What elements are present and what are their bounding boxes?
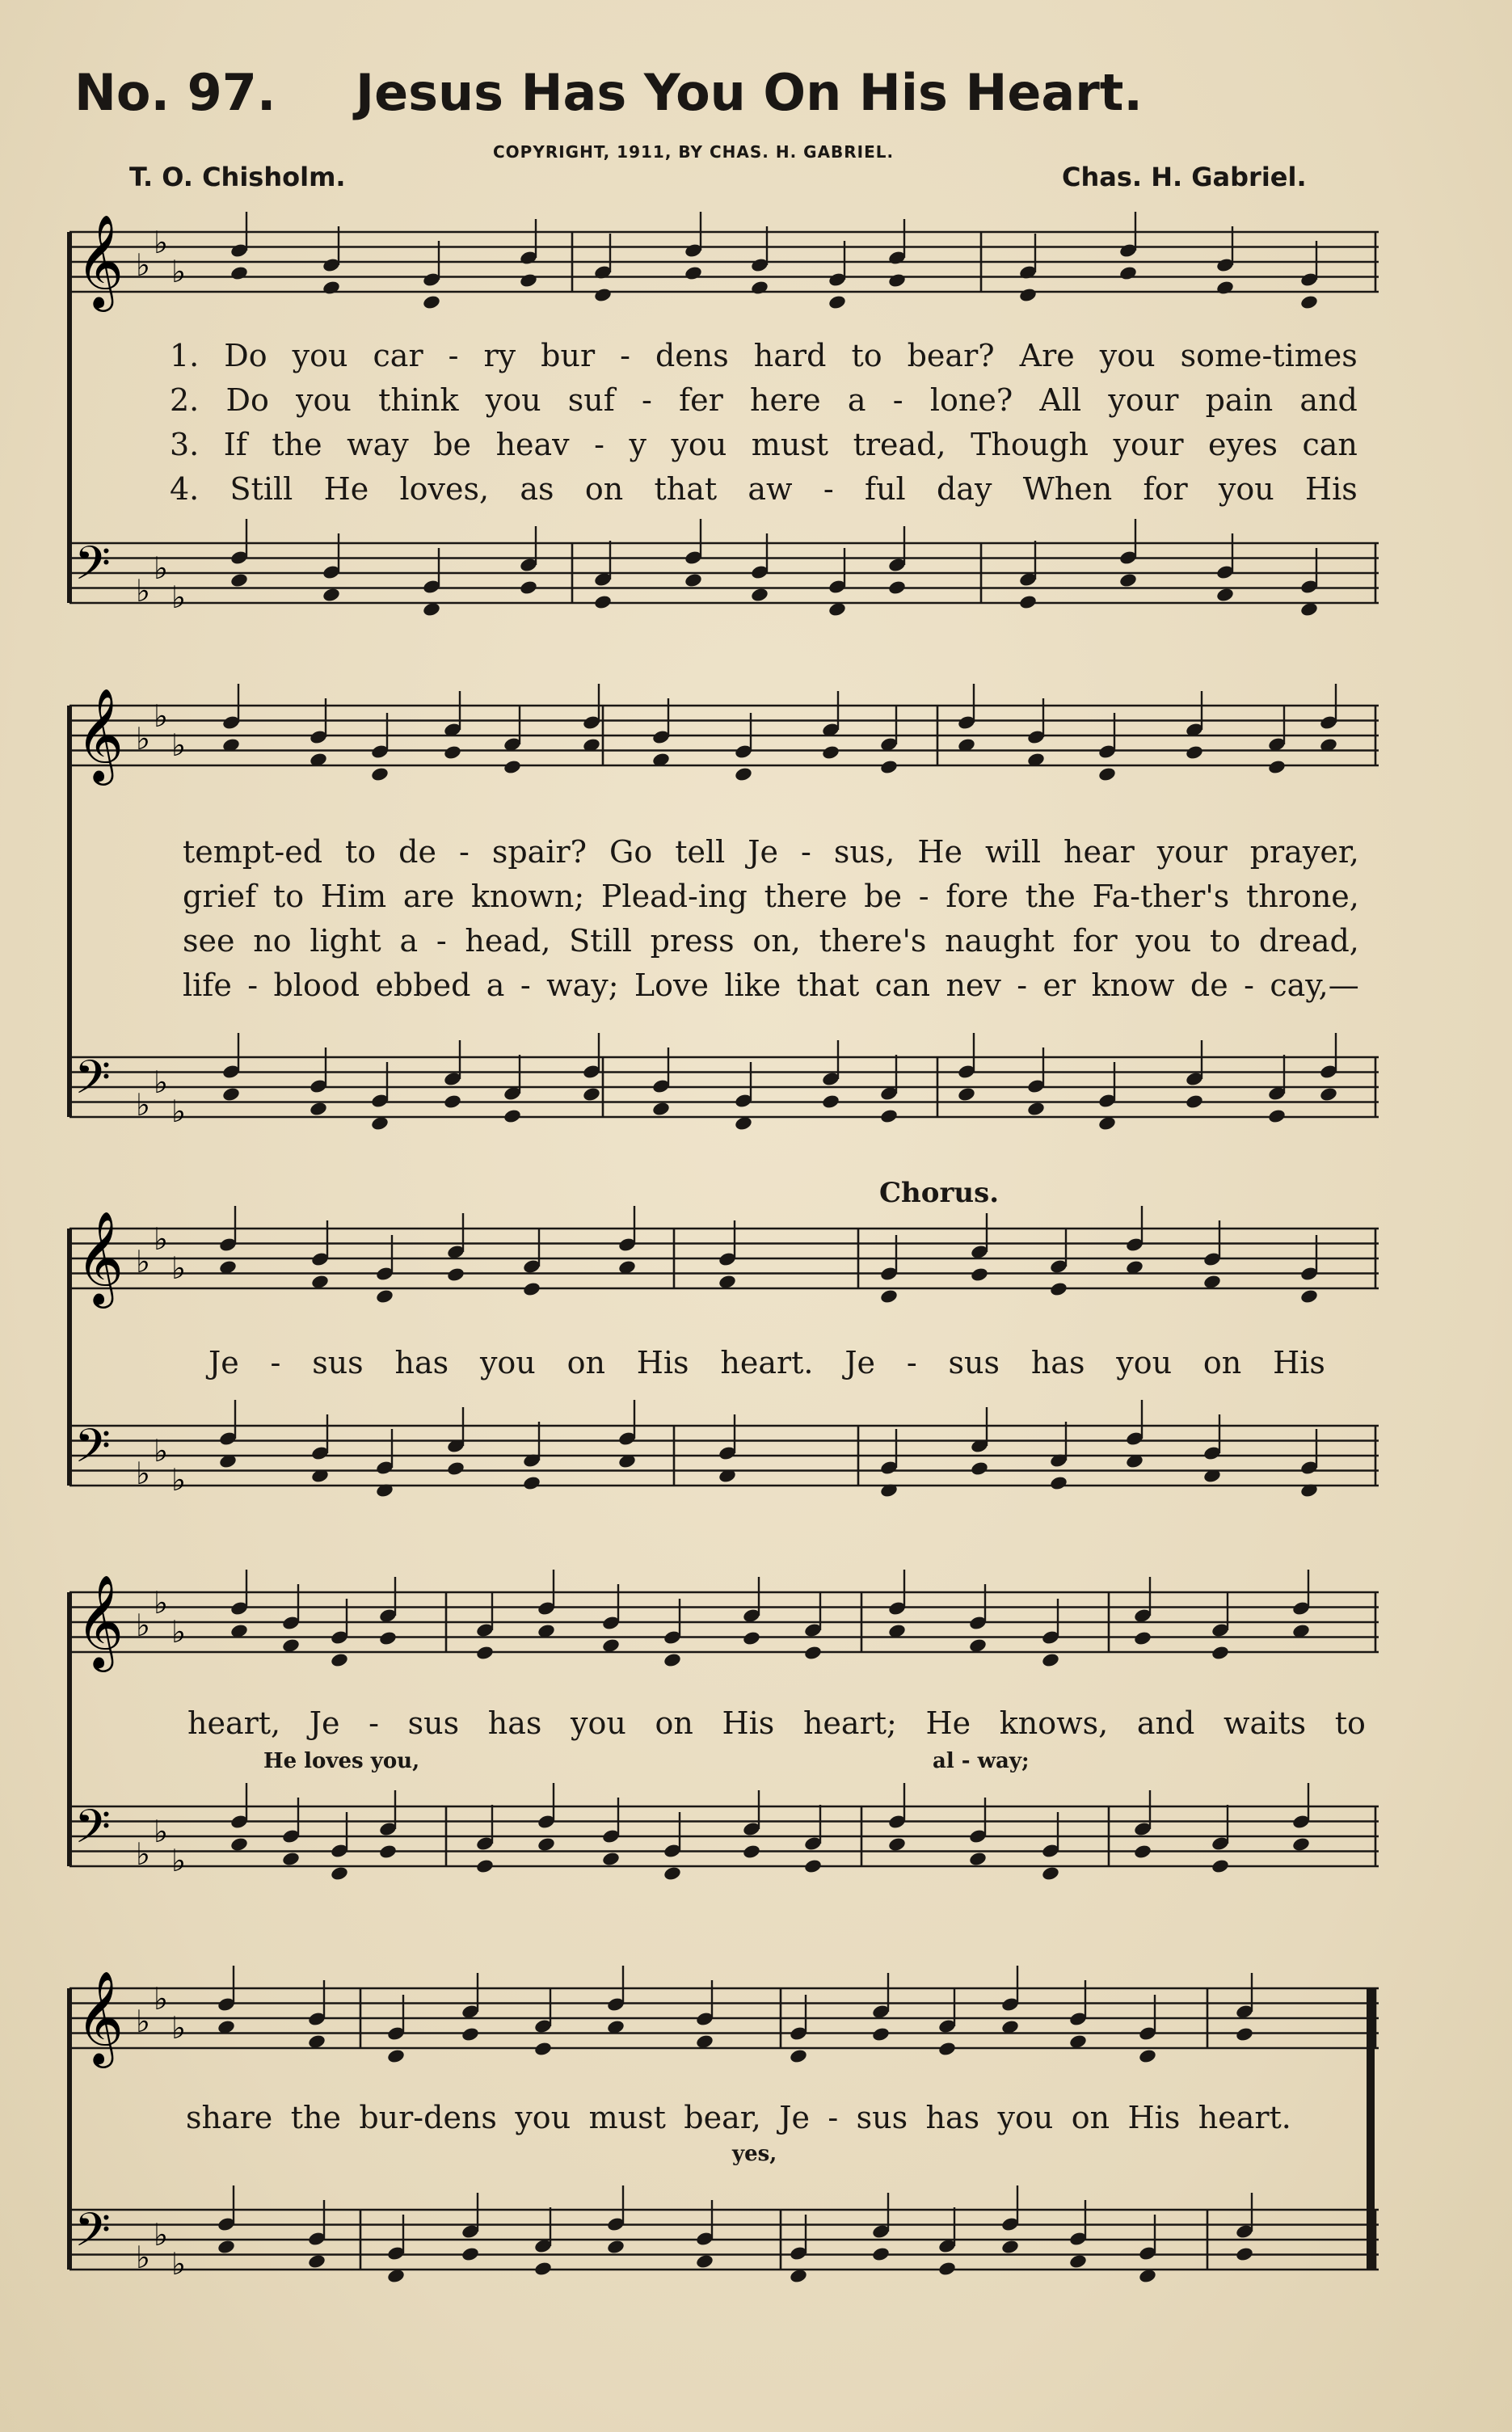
lyric-syllable: loves, xyxy=(399,471,490,507)
lyric-syllable: that xyxy=(796,967,860,1003)
lyric-syllable: you xyxy=(1135,923,1192,959)
bass-clef-icon: 𝄢 xyxy=(74,1418,112,1485)
lyric-syllable: Do xyxy=(224,338,267,373)
lyric-syllable: bear, xyxy=(684,2100,761,2135)
lyric-syllable: de xyxy=(1190,967,1228,1003)
lyric-syllable: you xyxy=(1218,471,1274,507)
lyric-syllable: - xyxy=(1244,967,1254,1003)
treble-clef-icon: 𝄞 xyxy=(76,1574,124,1668)
lyric-syllable: knows, xyxy=(999,1705,1109,1741)
lyric-syllable: the xyxy=(1025,879,1076,914)
lyric-syllable: you xyxy=(479,1345,536,1380)
lyric-syllable: er xyxy=(1042,967,1076,1003)
flat-icon: ♭ xyxy=(154,1064,168,1100)
lyric-syllable: He xyxy=(917,834,962,870)
lyric-syllable: Him xyxy=(320,879,387,914)
lyric-syllable: heart. xyxy=(720,1345,814,1380)
lyric-syllable: cay,— xyxy=(1270,967,1359,1003)
lyric-syllable: bur xyxy=(541,338,596,373)
lyric-syllable: - xyxy=(892,382,903,418)
hymn-number: No. 97. xyxy=(74,63,276,122)
lyric-syllable: must xyxy=(751,427,829,462)
lyric-syllable: be xyxy=(864,879,903,914)
flat-icon: ♭ xyxy=(136,1087,150,1123)
lyric-syllable: His xyxy=(722,1705,775,1741)
lyric-syllable: see xyxy=(183,923,235,959)
lyric-syllable: on xyxy=(566,1345,605,1380)
lyric-syllable: Still xyxy=(230,471,293,507)
flat-icon: ♭ xyxy=(136,2004,150,2039)
flat-icon: ♭ xyxy=(154,1221,168,1257)
treble-notes-4 xyxy=(230,1570,1311,1668)
lyric-syllable: sus xyxy=(312,1345,364,1380)
lyric-syllable: bur-dens xyxy=(359,2100,497,2135)
lyric-syllable: - xyxy=(520,967,531,1003)
lyric-syllable: spair? xyxy=(491,834,587,870)
flat-icon: ♭ xyxy=(154,225,168,260)
lyric-syllable: car xyxy=(373,338,423,373)
lyric-syllable: waits xyxy=(1223,1705,1307,1741)
lyric-syllable: must xyxy=(588,2100,666,2135)
lyric-syllable: be xyxy=(433,427,472,462)
lyric-syllable: Je xyxy=(844,1345,876,1380)
lyric-syllable: that xyxy=(654,471,718,507)
lyric-syllable: - xyxy=(369,1705,379,1741)
lyric-syllable: way xyxy=(347,427,409,462)
bass-clef-icon: 𝄢 xyxy=(74,536,112,602)
lyric-syllable: sus xyxy=(407,1705,460,1741)
verse-4-line-2 xyxy=(183,967,1359,1006)
lyric-syllable: All xyxy=(1039,382,1082,418)
lyric-syllable: known; xyxy=(470,879,585,914)
flat-icon: ♭ xyxy=(136,1456,150,1491)
flat-icon: ♭ xyxy=(171,1094,186,1129)
verse-3-line-1 xyxy=(170,427,1358,466)
lyric-syllable: has xyxy=(487,1705,542,1741)
lyric-syllable: - xyxy=(270,1345,281,1380)
lyric-syllable: you xyxy=(1099,338,1156,373)
lyric-syllable: When xyxy=(1022,471,1113,507)
lyric-syllable: grief xyxy=(183,879,257,914)
lyric-syllable: Are xyxy=(1019,338,1075,373)
lyric-syllable: His xyxy=(1127,2100,1181,2135)
flat-icon: ♭ xyxy=(136,573,150,609)
lyric-syllable: ebbed xyxy=(375,967,471,1003)
lyric-syllable: light xyxy=(310,923,381,959)
lyric-syllable: - xyxy=(642,382,652,418)
lyric-syllable: - xyxy=(448,338,459,373)
treble-clef-icon: 𝄞 xyxy=(76,1210,124,1305)
lyric-syllable: Je xyxy=(309,1705,340,1741)
lyric-syllable: - xyxy=(1017,967,1028,1003)
lyric-syllable: tread, xyxy=(853,427,946,462)
lyric-syllable: a xyxy=(399,923,419,959)
flat-icon: ♭ xyxy=(154,1585,168,1621)
flat-icon: ♭ xyxy=(154,1981,168,2017)
flat-icon: ♭ xyxy=(154,698,168,734)
lyric-syllable: press xyxy=(650,923,735,959)
lyric-syllable: ry xyxy=(483,338,516,373)
chorus-label: Chorus. xyxy=(879,1177,1000,1209)
lyric-syllable: the xyxy=(272,427,322,462)
lyric-syllable: there's xyxy=(819,923,927,959)
lyric-syllable: know xyxy=(1091,967,1175,1003)
flat-icon: ♭ xyxy=(136,1244,150,1279)
lyric-syllable: suf xyxy=(567,382,615,418)
lyric-syllable: lone? xyxy=(929,382,1013,418)
flat-icon: ♭ xyxy=(136,1608,150,1643)
treble-staff-4 xyxy=(69,1592,1379,1652)
lyric-syllable: - xyxy=(828,2100,839,2135)
flat-icon: ♭ xyxy=(171,1614,186,1650)
lyric-syllable: as xyxy=(520,471,554,507)
lyric-syllable: tempt-ed xyxy=(183,834,323,870)
flat-icon: ♭ xyxy=(171,580,186,615)
flat-icon: ♭ xyxy=(171,727,186,763)
lyric-syllable: and xyxy=(1299,382,1358,418)
lyric-syllable: pain xyxy=(1205,382,1274,418)
lyric-syllable: has xyxy=(1030,1345,1085,1380)
lyric-syllable: Fa-ther's xyxy=(1092,879,1230,914)
lyric-syllable: heart, xyxy=(187,1705,281,1741)
verse-2-line-1 xyxy=(170,382,1358,421)
lyric-syllable: to xyxy=(851,338,882,373)
lyric-syllable: to xyxy=(345,834,377,870)
treble-clef-icon: 𝄞 xyxy=(76,1970,124,2064)
verse-2-line-2 xyxy=(183,879,1359,917)
lyric-syllable: heart; xyxy=(802,1705,897,1741)
lyric-syllable: you xyxy=(671,427,727,462)
lyric-syllable: Do xyxy=(225,382,269,418)
treble-notes-3 xyxy=(218,1206,1319,1305)
lyric-syllable: for xyxy=(1143,471,1188,507)
lyric-syllable: His xyxy=(1273,1345,1325,1380)
lyric-syllable: His xyxy=(636,1345,689,1380)
lyric-syllable: some-times xyxy=(1180,338,1358,373)
lyric-syllable: If xyxy=(223,427,247,462)
chorus-line-3 xyxy=(186,2100,1291,2139)
lyric-syllable: on, xyxy=(752,923,801,959)
lyric-syllable: - xyxy=(823,471,834,507)
lyric-syllable: Still xyxy=(569,923,632,959)
flat-icon: ♭ xyxy=(154,2217,168,2253)
lyric-syllable: will xyxy=(984,834,1041,870)
lyric-syllable: a xyxy=(486,967,505,1003)
treble-staff-1 xyxy=(69,232,1379,292)
bass-clef-icon: 𝄢 xyxy=(74,1050,112,1116)
lyric-syllable: Though xyxy=(971,427,1089,462)
lyric-syllable: Je xyxy=(748,834,778,870)
chorus-line-1 xyxy=(208,1345,1325,1384)
lyric-syllable: fore xyxy=(946,879,1009,914)
lyric-syllable: like xyxy=(724,967,781,1003)
lyric-syllable: prayer, xyxy=(1249,834,1359,870)
lyric-syllable: on xyxy=(1071,2100,1110,2135)
flat-icon: ♭ xyxy=(136,1836,150,1872)
lyric-syllable: - xyxy=(918,879,929,914)
flat-icon: ♭ xyxy=(171,254,186,289)
lyric-syllable: Love xyxy=(634,967,709,1003)
lyric-syllable: to xyxy=(1334,1705,1366,1741)
flat-icon: ♭ xyxy=(171,1462,186,1498)
lyric-syllable: fer xyxy=(679,382,723,418)
lyric-syllable: nev xyxy=(946,967,1001,1003)
lyricist: T. O. Chisholm. xyxy=(129,162,346,192)
lyric-syllable: Go xyxy=(609,834,653,870)
lyric-syllable: - xyxy=(906,1345,917,1380)
lyric-syllable: throne, xyxy=(1246,879,1359,914)
lyric-syllable: no xyxy=(253,923,292,959)
lyric-syllable: head, xyxy=(465,923,551,959)
flat-icon: ♭ xyxy=(171,1250,186,1286)
lyric-syllable: sus, xyxy=(833,834,895,870)
lyric-syllable: to xyxy=(272,879,305,914)
lyric-syllable: - xyxy=(620,338,630,373)
bass-lyric-he-loves-you: He loves you, xyxy=(263,1749,420,1773)
flat-icon: ♭ xyxy=(136,721,150,757)
lyric-syllable: He xyxy=(925,1705,971,1741)
lyric-syllable: for xyxy=(1072,923,1118,959)
lyric-syllable: 2. xyxy=(170,382,200,418)
bass-staff-1 xyxy=(69,543,1379,603)
treble-notes-2 xyxy=(221,684,1338,782)
copyright-notice: COPYRIGHT, 1911, BY CHAS. H. GABRIEL. xyxy=(493,142,895,162)
lyric-syllable: the xyxy=(290,2100,341,2135)
flat-icon: ♭ xyxy=(154,550,168,586)
lyric-syllable: - xyxy=(436,923,447,959)
composer: Chas. H. Gabriel. xyxy=(1062,162,1307,192)
lyric-syllable: Je xyxy=(779,2100,810,2135)
lyric-syllable: are xyxy=(402,879,455,914)
lyric-syllable: think xyxy=(378,382,459,418)
hymn-title: Jesus Has You On His Heart. xyxy=(356,63,1143,122)
verse-3-line-2 xyxy=(183,923,1359,962)
treble-clef-icon: 𝄞 xyxy=(76,687,124,782)
lyric-syllable: aw xyxy=(748,471,793,507)
bass-notes-3 xyxy=(218,1400,1319,1498)
lyric-syllable: ful xyxy=(865,471,906,507)
lyric-syllable: 4. xyxy=(170,471,200,507)
flat-icon: ♭ xyxy=(154,1814,168,1849)
lyric-syllable: share xyxy=(186,2100,273,2135)
treble-staff-5 xyxy=(69,1988,1379,2048)
lyric-syllable: has xyxy=(394,1345,449,1380)
lyric-syllable: naught xyxy=(945,923,1055,959)
lyric-syllable: Je xyxy=(208,1345,239,1380)
verse-1-line-2 xyxy=(183,834,1359,873)
flat-icon: ♭ xyxy=(171,2246,186,2282)
lyric-syllable: can xyxy=(874,967,931,1003)
lyric-syllable: to xyxy=(1209,923,1241,959)
flat-icon: ♭ xyxy=(136,247,150,283)
bass-staff-4 xyxy=(69,1806,1379,1866)
lyric-syllable: and xyxy=(1136,1705,1195,1741)
lyric-syllable: on xyxy=(655,1705,693,1741)
lyric-syllable: your xyxy=(1113,427,1184,462)
lyric-syllable: sus xyxy=(948,1345,1000,1380)
lyric-syllable: here xyxy=(750,382,821,418)
bass-staff-5 xyxy=(69,2210,1379,2270)
lyric-syllable: you xyxy=(1116,1345,1173,1380)
bass-staff-2 xyxy=(69,1057,1379,1117)
lyric-syllable: can xyxy=(1302,427,1358,462)
flat-icon: ♭ xyxy=(136,2240,150,2275)
lyric-syllable: there xyxy=(764,879,848,914)
treble-staff-2 xyxy=(69,706,1379,765)
lyric-syllable: you xyxy=(571,1705,626,1741)
lyric-syllable: you xyxy=(515,2100,571,2135)
lyric-syllable: your xyxy=(1108,382,1179,418)
lyric-syllable: on xyxy=(584,471,624,507)
lyric-syllable: blood xyxy=(273,967,360,1003)
lyric-syllable: dens xyxy=(655,338,729,373)
flat-icon: ♭ xyxy=(171,1843,186,1878)
bass-clef-icon: 𝄢 xyxy=(74,1799,112,1865)
lyric-syllable: - xyxy=(800,834,811,870)
lyric-syllable: a xyxy=(847,382,866,418)
verse-4-line-1 xyxy=(170,471,1358,510)
lyric-syllable: you xyxy=(292,338,348,373)
lyric-syllable: your xyxy=(1156,834,1228,870)
lyric-syllable: - xyxy=(247,967,259,1003)
treble-notes-5 xyxy=(217,1966,1254,2064)
lyric-syllable: you xyxy=(296,382,352,418)
lyric-syllable: eyes xyxy=(1208,427,1278,462)
flat-icon: ♭ xyxy=(171,2010,186,2046)
lyric-syllable: He xyxy=(323,471,369,507)
lyric-syllable: heav xyxy=(495,427,570,462)
lyric-syllable: sus xyxy=(856,2100,908,2135)
lyric-syllable: you xyxy=(485,382,541,418)
verse-1-line-1 xyxy=(170,338,1358,377)
lyric-syllable: y xyxy=(629,427,646,462)
chorus-line-2 xyxy=(187,1705,1366,1744)
lyric-syllable: - xyxy=(594,427,604,462)
lyric-syllable: you xyxy=(997,2100,1054,2135)
lyric-syllable: bear? xyxy=(907,338,995,373)
flat-icon: ♭ xyxy=(154,1433,168,1469)
treble-clef-icon: 𝄞 xyxy=(76,213,124,308)
lyric-syllable: 1. xyxy=(170,338,200,373)
lyric-syllable: - xyxy=(458,834,470,870)
lyric-syllable: way; xyxy=(546,967,619,1003)
bass-lyric-yes: yes, xyxy=(732,2142,777,2166)
lyric-syllable: hard xyxy=(753,338,827,373)
bass-clef-icon: 𝄢 xyxy=(74,2202,112,2269)
lyric-syllable: on xyxy=(1202,1345,1242,1380)
lyric-syllable: day xyxy=(936,471,992,507)
lyric-syllable: hear xyxy=(1063,834,1135,870)
lyric-syllable: 3. xyxy=(170,427,200,462)
lyric-syllable: de xyxy=(398,834,436,870)
bass-lyric-alway: al - way; xyxy=(933,1749,1030,1773)
lyric-syllable: tell xyxy=(675,834,726,870)
lyric-syllable: heart. xyxy=(1198,2100,1291,2135)
lyric-syllable: dread, xyxy=(1258,923,1359,959)
lyric-syllable: His xyxy=(1305,471,1358,507)
lyric-syllable: has xyxy=(925,2100,980,2135)
lyric-syllable: life xyxy=(183,967,232,1003)
lyric-syllable: Plead-ing xyxy=(600,879,748,914)
